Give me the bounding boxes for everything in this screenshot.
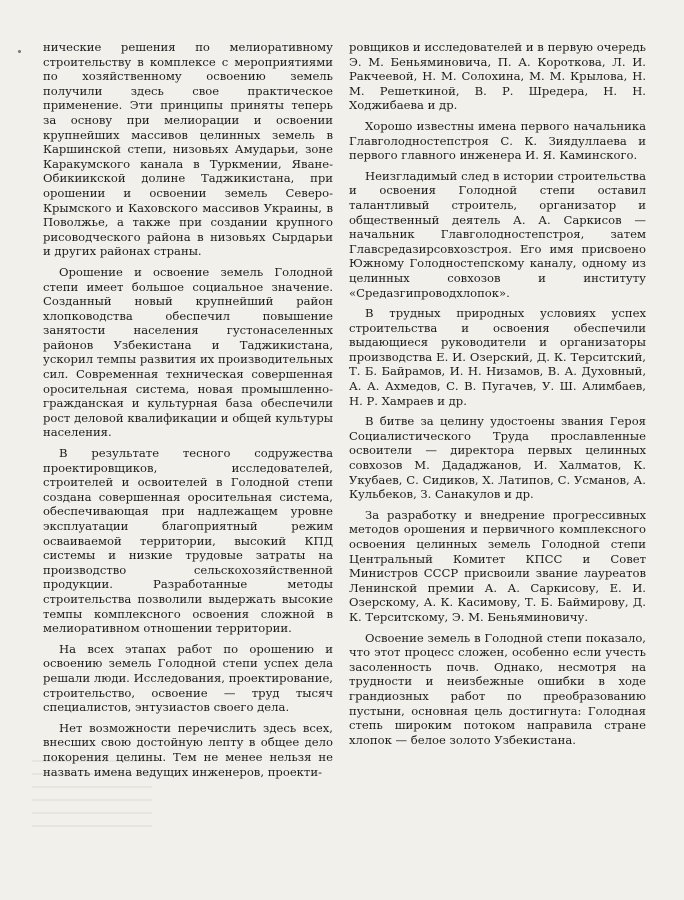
paragraph: Нет возможности перечислить здесь всех, внесших свою достойную лепту в общее дело покорения целины. Тем не менее нельзя не назвать имена ведущих инженеров, проекти- [43, 720, 333, 779]
paragraph: нические решения по мелиоративному строительству в комплексе с мероприятиями по хозяйственному освоению земель получили здесь свое практическое применение. Эти принципы приняты теперь за основу при мелиорации и освоении крупнейших массивов целинных земель в Каршинской степи, низовьях Амударьи, зоне Каракумского канала в Туркмении, Яване-Обикиикской долине Таджикистана, при орошении и освоении земель Северо-Крымского и Каховского массивов Украины, в Поволжье, а также при создании крупного рисоводческого района в низовьях Сырдарьи и других районах страны. [43, 40, 333, 259]
bleed-through-text [32, 760, 152, 830]
paragraph: В трудных природных условиях успех строительства и освоения обеспечили выдающиеся руководители и организаторы производства Е. И. Озерский, Д. К. Терситский, Т. Б. Байрамов, И. Н. Низамов, В. А. Духовный, А. А. Ахмедов, С. В. Пугачев, У. Ш. Алимбаев, Н. Р. Хамраев и др. [349, 306, 646, 408]
right-column [349, 40, 646, 753]
paragraph: За разработку и внедрение прогрессивных методов орошения и первичного комплексного освоения целинных земель Голодной степи Центральный Комитет КПСС и Совет Министров СССР присвоили звание лауреатов Ленинской премии А. А. Саркисову, Е. И. Озерскому, А. К. Касимову, Т. Б. Баймирову, Д. К. Терситскому, Э. М. Беньяминовичу. [349, 507, 646, 624]
paragraph: На всех этапах работ по орошению и освоению земель Голодной степи успех дела решали люди. Исследования, проектирование, строительство, освоение — труд тысяч специалистов, энтузиастов своего дела. [43, 641, 333, 715]
paragraph: Орошение и освоение земель Голодной степи имеет большое социальное значение. Созданный новый крупнейший район хлопководства обеспечил повышение занятости населения густонаселенных районов Узбекистана и Таджикистана, ускорил темпы развития их производительных сил. Современная техническая совершенная оросительная система, новая промышленно-гражданская и культурная база обеспечили рост деловой квалификации и общей культуры населения. [43, 264, 333, 440]
print-speck [18, 50, 21, 53]
paragraph: ровщиков и исследователей и в первую очередь Э. М. Беньяминовича, П. А. Короткова, Л. И. Ракчеевой, Н. М. Солохина, М. М. Крылова, Н. М. Решеткиной, В. Р. Шредера, Н. Н. Ходжибаева и др. [349, 40, 646, 113]
paragraph: Освоение земель в Голодной степи показало, что этот процесс сложен, особенно если учесть засоленность почв. Однако, несмотря на трудности и неизбежные ошибки в ходе грандиозных работ по преобразованию пустыни, основная цель достигнута: Голодная степь широким потоком направила стране хлопок — белое золото Узбекистана. [349, 630, 646, 747]
paragraph: В битве за целину удостоены звания Героя Социалистического Труда прославленные освоители — директора первых целинных совхозов М. Дададжанов, И. Халматов, К. Укубаев, С. Сидиков, Х. Латипов, С. Усманов, А. Кульбеков, З. Санакулов и др. [349, 414, 646, 502]
paragraph: Хорошо известны имена первого начальника Главголодностепстроя С. К. Зиядуллаева и первого главного инженера И. Я. Каминского. [349, 118, 646, 163]
left-column [43, 40, 333, 785]
paragraph: Неизгладимый след в истории строительства и освоения Голодной степи оставил талантливый строитель, организатор и общественный деятель А. А. Саркисов — начальник Главголодностепстроя, затем Главсредазирсовхозстроя. Его имя присвоено Южному Голодностепскому каналу, одному из целинных совхозов и институту «Средазгипроводхлопок». [349, 168, 646, 300]
paragraph: В результате тесного содружества проектировщиков, исследователей, строителей и освоителей в Голодной степи создана совершенная оросительная система, обеспечивающая при надлежащем уровне эксплуатации благоприятный режим осваиваемой территории, высокий КПД системы и низкие трудовые затраты на производство сельскохозяйственной продукции. Разработанные методы строительства позволили выдержать высокие темпы комплексного освоения сложной в мелиоративном отношении территории. [43, 446, 333, 636]
